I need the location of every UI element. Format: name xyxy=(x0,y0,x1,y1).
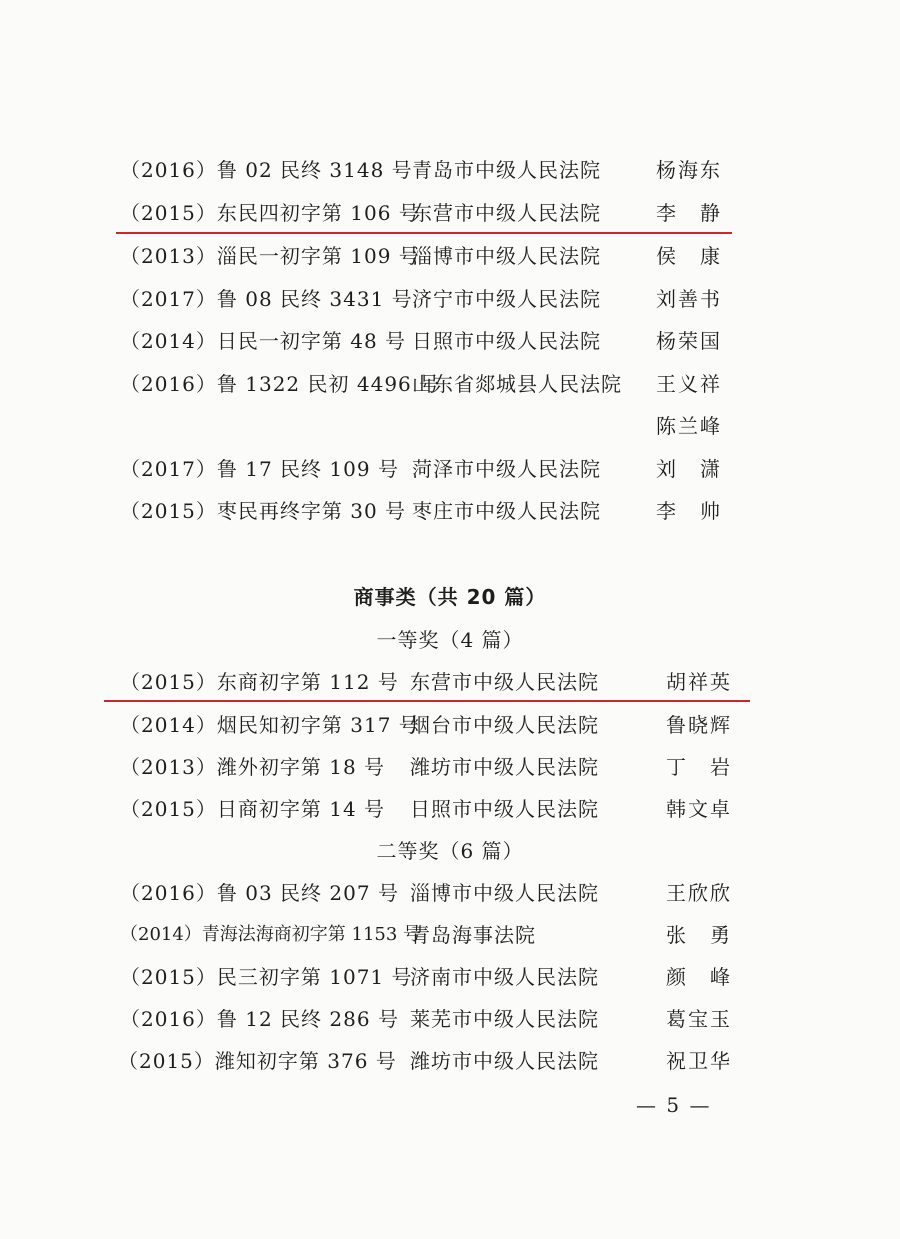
author-name: 李 静 xyxy=(656,201,722,225)
author-name: 王义祥 xyxy=(656,372,722,396)
author-name: 侯 康 xyxy=(656,244,722,268)
section-title: 商事类（共 20 篇） xyxy=(353,585,547,609)
author-name: 刘善书 xyxy=(656,287,722,311)
case-number: （2015）枣民再终字第 30 号 xyxy=(120,499,407,523)
author-name: 丁 岩 xyxy=(666,755,732,779)
author-name: 韩文卓 xyxy=(666,797,732,821)
court-name: 莱芜市中级人民法院 xyxy=(410,1007,599,1031)
case-number: （2016）鲁 12 民终 286 号 xyxy=(120,1007,399,1031)
case-number: （2013）淄民一初字第 109 号 xyxy=(120,244,420,268)
author-name: 胡祥英 xyxy=(666,670,732,694)
case-number: （2013）潍外初字第 18 号 xyxy=(120,755,386,779)
case-number: （2015）东商初字第 112 号 xyxy=(120,670,399,694)
second-prize-title: 二等奖（6 篇） xyxy=(376,839,524,863)
author-name: 张 勇 xyxy=(666,923,732,947)
court-name: 济宁市中级人民法院 xyxy=(412,287,601,311)
red-divider-rule xyxy=(104,700,750,702)
author-name: 杨海东 xyxy=(656,158,722,182)
court-name: 青岛海事法院 xyxy=(410,923,536,947)
court-name: 东营市中级人民法院 xyxy=(412,201,601,225)
court-name: 东营市中级人民法院 xyxy=(410,670,599,694)
author-name: 祝卫华 xyxy=(666,1049,732,1073)
case-number: （2015）东民四初字第 106 号 xyxy=(120,201,420,225)
author-name: 颜 峰 xyxy=(666,965,732,989)
court-name: 潍坊市中级人民法院 xyxy=(410,1049,599,1073)
court-name: 烟台市中级人民法院 xyxy=(410,713,599,737)
case-number: （2015）民三初字第 1071 号 xyxy=(120,965,413,989)
court-name: 菏泽市中级人民法院 xyxy=(412,457,601,481)
author-name: 陈兰峰 xyxy=(656,414,722,438)
page-number: — 5 — xyxy=(636,1093,712,1117)
court-name: 山东省郯城县人民法院 xyxy=(412,372,622,396)
case-number: （2016）鲁 1322 民初 4496 号 xyxy=(120,372,441,396)
author-name: 鲁晓辉 xyxy=(666,713,732,737)
court-name: 枣庄市中级人民法院 xyxy=(412,499,601,523)
author-name: 杨荣国 xyxy=(656,329,722,353)
court-name: 济南市中级人民法院 xyxy=(410,965,599,989)
case-number: （2017）鲁 08 民终 3431 号 xyxy=(120,287,413,311)
case-number: （2014）青海法海商初字第 1153 号 xyxy=(120,924,422,945)
case-number: （2016）鲁 03 民终 207 号 xyxy=(120,881,399,905)
court-name: 日照市中级人民法院 xyxy=(412,329,601,353)
red-divider-rule xyxy=(116,232,732,234)
court-name: 青岛市中级人民法院 xyxy=(412,158,601,182)
court-name: 淄博市中级人民法院 xyxy=(412,244,601,268)
court-name: 日照市中级人民法院 xyxy=(410,797,599,821)
author-name: 王欣欣 xyxy=(666,881,732,905)
case-number: （2016）鲁 02 民终 3148 号 xyxy=(120,158,413,182)
author-name: 刘 潇 xyxy=(656,457,722,481)
case-number: （2014）烟民知初字第 317 号 xyxy=(120,713,420,737)
court-name: 淄博市中级人民法院 xyxy=(410,881,599,905)
author-name: 李 帅 xyxy=(656,499,722,523)
case-number: （2015）潍知初字第 376 号 xyxy=(118,1049,397,1073)
case-number: （2015）日商初字第 14 号 xyxy=(120,797,386,821)
author-name: 葛宝玉 xyxy=(666,1007,732,1031)
first-prize-title: 一等奖（4 篇） xyxy=(376,628,524,652)
court-name: 潍坊市中级人民法院 xyxy=(410,755,599,779)
case-number: （2017）鲁 17 民终 109 号 xyxy=(120,457,399,481)
case-number: （2014）日民一初字第 48 号 xyxy=(120,329,407,353)
